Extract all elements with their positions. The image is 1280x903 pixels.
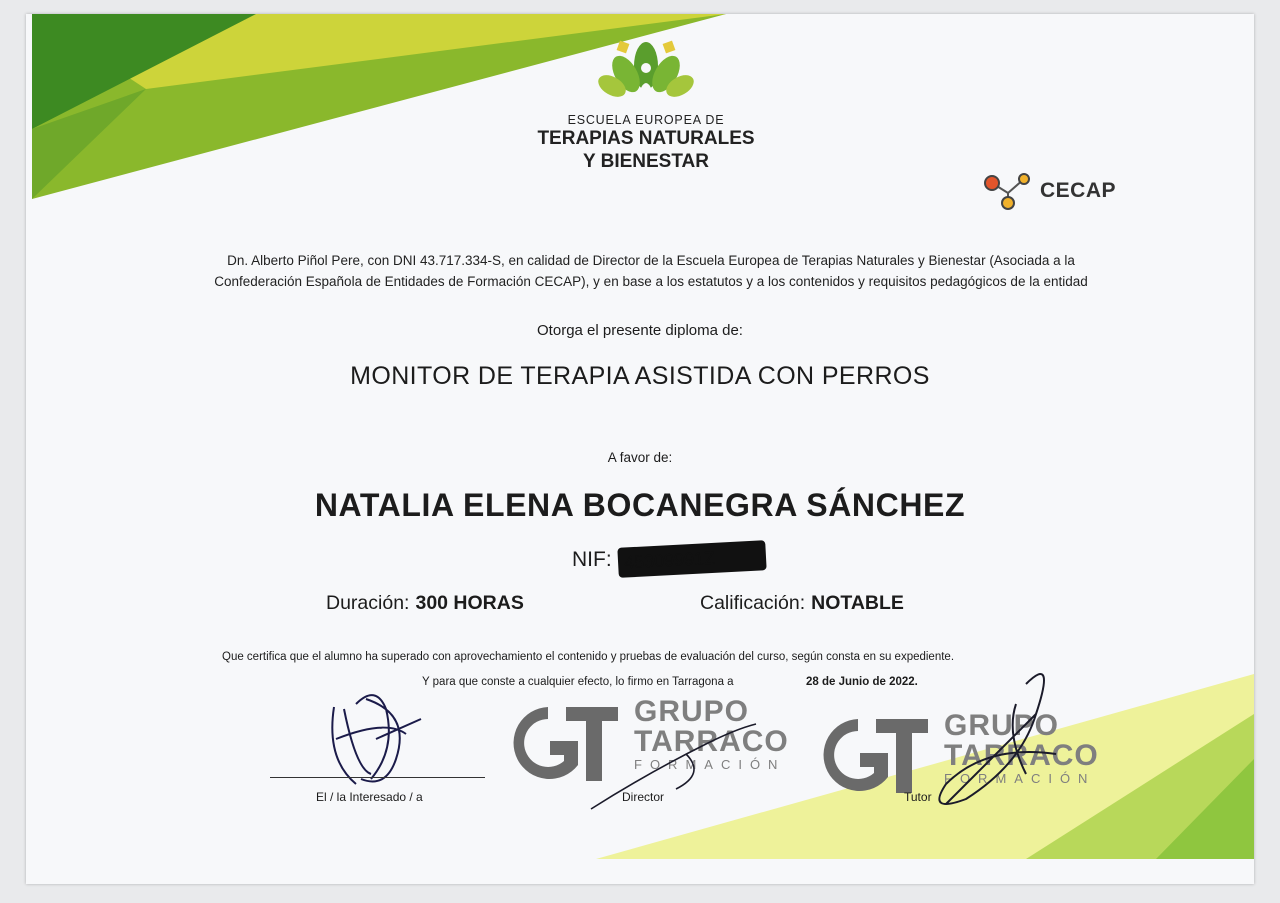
signed-place-text: Y para que conste a cualquier efecto, lo firmo en Tarragona a bbox=[422, 676, 734, 688]
director-signature bbox=[586, 714, 766, 814]
tutor-stamp-line2: TARRACO bbox=[944, 739, 1099, 772]
director-stamp-line2: TARRACO bbox=[634, 725, 789, 758]
tutor-signature-label: Tutor bbox=[904, 790, 932, 804]
lotus-icon bbox=[596, 38, 696, 104]
school-name-line3: Y BIENESTAR bbox=[583, 151, 709, 172]
cecap-logo bbox=[982, 171, 1116, 211]
intro-line1: Dn. Alberto Piñol Pere, con DNI 43.717.334-S, en calidad de Director de la Escuela Europea de Terapias Naturales y Bienestar (Asociada a la bbox=[227, 253, 1075, 268]
student-name: NATALIA ELENA BOCANEGRA SÁNCHEZ bbox=[314, 487, 966, 523]
director-stamp-line1: GRUPO bbox=[634, 695, 750, 728]
cecap-molecule-icon bbox=[982, 171, 1034, 211]
nif-value-redacted: 45309991Z bbox=[617, 540, 766, 578]
duration-label: Duración: bbox=[326, 592, 410, 614]
student-signature-line bbox=[270, 777, 485, 778]
tutor-stamp-line1: GRUPO bbox=[944, 709, 1060, 742]
diploma-sheet bbox=[26, 14, 1254, 884]
duration-value: 300 HORAS bbox=[415, 592, 524, 614]
in-favor-of-label: A favor de: bbox=[607, 450, 673, 465]
school-logo bbox=[506, 38, 786, 173]
award-statement: Otorga el presente diploma de: bbox=[537, 322, 743, 339]
nif-label: NIF: bbox=[572, 548, 612, 571]
course-title: MONITOR DE TERAPIA ASISTIDA CON PERROS bbox=[350, 362, 930, 390]
grade-label: Calificación: bbox=[700, 592, 806, 614]
intro-line2: Confederación Española de Entidades de Formación CECAP), y en base a los estatutos y a los contenidos y requisitos pedagógicos de la entidad bbox=[214, 274, 1088, 289]
signed-date: 28 de Junio de 2022. bbox=[806, 676, 918, 688]
school-name-line2: TERAPIAS NATURALES bbox=[537, 128, 755, 149]
certifies-text: Que certifica que el alumno ha superado con aprovechamiento el contenido y pruebas de evaluación del curso, según consta en su expediente. bbox=[222, 651, 955, 663]
grade-value: NOTABLE bbox=[811, 592, 904, 614]
tutor-stamp-line3: FORMACIÓN bbox=[944, 771, 1096, 786]
director-signature-label: Director bbox=[622, 790, 665, 804]
duration bbox=[326, 592, 524, 615]
tutor-signature bbox=[906, 654, 1086, 814]
cecap-name: CECAP bbox=[1040, 179, 1117, 202]
director-stamp-line3: FORMACIÓN bbox=[634, 757, 786, 772]
grade bbox=[700, 592, 904, 615]
school-name-line1: ESCUELA EUROPEA DE bbox=[567, 113, 725, 127]
intro-paragraph bbox=[96, 250, 1206, 292]
student-signature-label: El / la Interesado / a bbox=[316, 790, 423, 804]
